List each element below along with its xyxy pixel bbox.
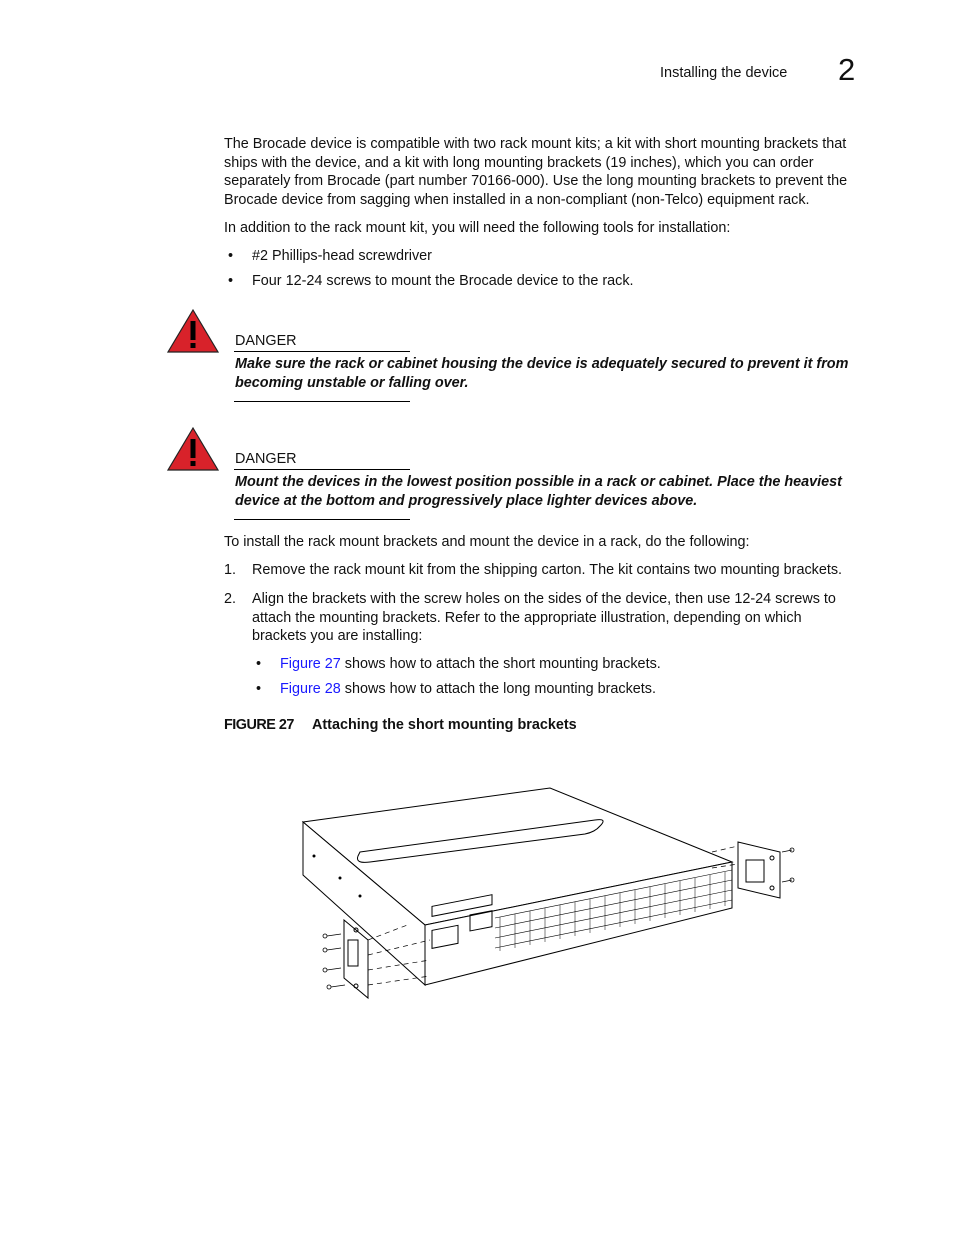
danger-text: Make sure the rack or cabinet housing the device is adequately secured to prevent it from becoming unstable or falling over. (235, 356, 849, 391)
danger-label: DANGER (235, 451, 297, 467)
figure-title: Attaching the short mounting brackets (312, 717, 577, 733)
steps-intro: To install the rack mount brackets and mount the device in a rack, do the following: (224, 534, 750, 550)
step-text: Align the brackets with the screw holes on the sides of the device, then use 12-24 screws to attach the mounting brackets. Refer to the appropriate illustration, depending on which brackets you are installing: (252, 591, 836, 645)
figure-label: FIGURE 27 (224, 717, 294, 733)
running-header-title: Installing the device (660, 65, 788, 81)
danger-text: Mount the devices in the lowest position possible in a rack or cabinet. Place the heaviest device at the bottom and progressively place lighter devices above. (235, 474, 842, 509)
tools-intro: In addition to the rack mount kit, you will need the following tools for installation: (224, 220, 731, 236)
figure-27-link[interactable]: Figure 27 (280, 656, 341, 672)
danger-rule-bottom (234, 519, 410, 520)
step-number: 1. (224, 562, 237, 578)
danger-rule-bottom (234, 401, 410, 402)
sub-bullet-text: shows how to attach the long mounting brackets. (340, 681, 656, 697)
tool-text: #2 Phillips-head screwdriver (252, 248, 432, 264)
device-bracket-illustration (300, 780, 800, 1005)
danger-label: DANGER (235, 333, 297, 349)
intro-paragraph: The Brocade device is compatible with two rack mount kits; a kit with short mounting brackets that ships with the device, and a kit with long mounting brackets (19 inches), which you can order separately from Brocade (part number 70166-000). Use the long mounting brackets to prevent the Brocade device from sagging when installed in a non-compliant (non-Telco) equipment rack. (224, 136, 848, 208)
danger-rule-top (234, 351, 410, 352)
danger-rule-top (234, 469, 410, 470)
step-number: 2. (224, 591, 237, 607)
tool-text: Four 12-24 screws to mount the Brocade device to the rack. (252, 273, 634, 289)
chapter-number: 2 (838, 52, 856, 87)
sub-bullet-text: shows how to attach the short mounting brackets. (340, 656, 661, 672)
danger-warning-icon (166, 308, 220, 354)
figure-28-link[interactable]: Figure 28 (280, 681, 341, 697)
danger-warning-icon (166, 426, 220, 472)
step-text: Remove the rack mount kit from the shipping carton. The kit contains two mounting brackets. (252, 562, 843, 578)
